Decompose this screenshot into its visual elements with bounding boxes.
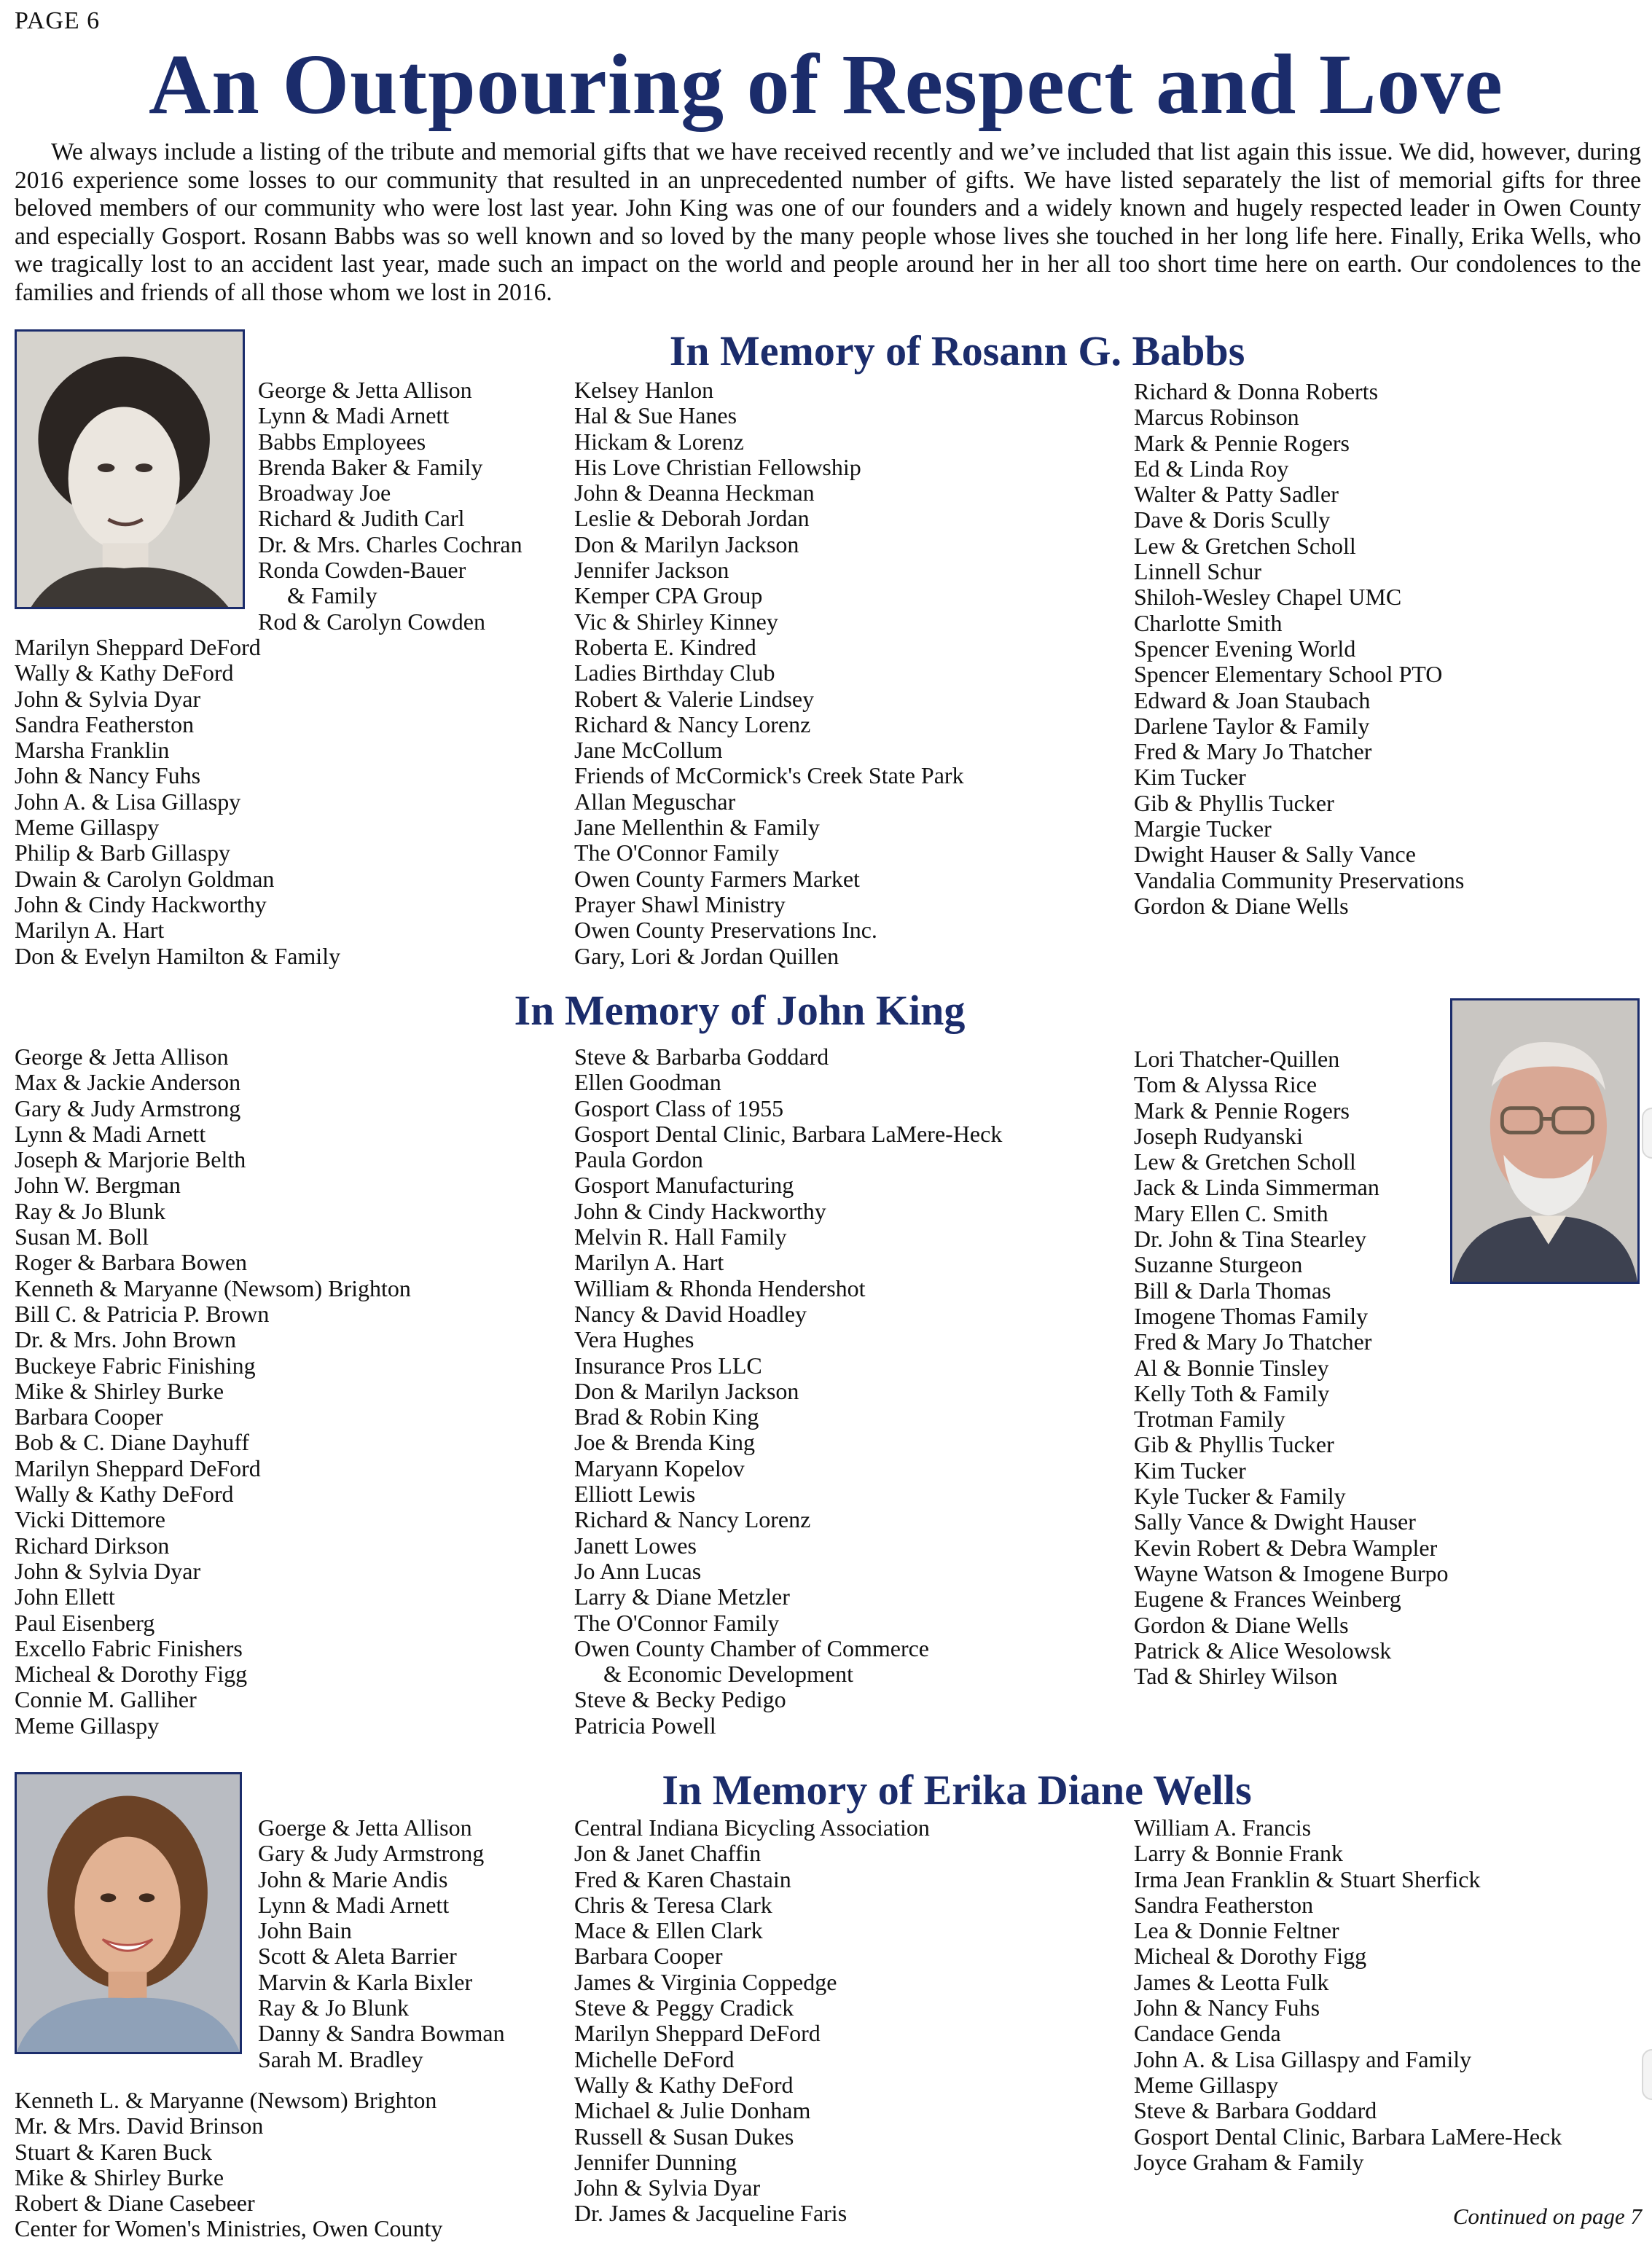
donor-name: Jane Mellenthin & Family (574, 814, 820, 841)
donor-name: Wally & Kathy DeFord (574, 2071, 794, 2098)
donor-name: Gary & Judy Armstrong (258, 1840, 485, 1867)
donor-name: Richard & Judith Carl (258, 505, 465, 532)
donor-name: John & Deanna Heckman (574, 479, 815, 506)
donor-name: Imogene Thomas Family (1134, 1302, 1369, 1329)
donor-name: Larry & Bonnie Frank (1134, 1840, 1344, 1867)
donor-name: Gosport Dental Clinic, Barbara LaMere-Heck (574, 1120, 1003, 1147)
donor-name: Hickam & Lorenz (574, 428, 744, 455)
donor-name: George & Jetta Allison (258, 377, 472, 403)
donor-name: Joe & Brenda King (574, 1429, 755, 1456)
donor-name: Connie M. Galliher (15, 1686, 197, 1713)
donor-name: Walter & Patty Sadler (1134, 481, 1339, 508)
donor-name: Danny & Sandra Bowman (258, 2020, 505, 2047)
donor-name: Kim Tucker (1134, 764, 1246, 791)
donor-name: Ed & Linda Roy (1134, 455, 1289, 482)
donor-name: Edward & Joan Staubach (1134, 686, 1371, 713)
donor-name: Broadway Joe (258, 479, 391, 506)
donor-name: Ladies Birthday Club (574, 659, 775, 686)
donor-name: Brad & Robin King (574, 1403, 759, 1430)
donor-name: Lea & Donnie Feltner (1134, 1917, 1339, 1944)
donor-name: Sally Vance & Dwight Hauser (1134, 1508, 1416, 1535)
donor-name: Spencer Elementary School PTO (1134, 661, 1443, 688)
page-number: PAGE 6 (15, 7, 101, 34)
donor-name: George & Jetta Allison (15, 1043, 229, 1070)
donor-name: Goerge & Jetta Allison (258, 1814, 472, 1841)
donor-name: The O'Connor Family (574, 839, 780, 866)
donor-name: Rod & Carolyn Cowden (258, 608, 485, 635)
donor-name: Darlene Taylor & Family (1134, 712, 1370, 739)
donor-name: Marilyn Sheppard DeFord (574, 2020, 821, 2047)
donor-name: Mr. & Mrs. David Brinson (15, 2112, 264, 2139)
donor-name: Michelle DeFord (574, 2045, 735, 2072)
donor-name: John & Sylvia Dyar (574, 2174, 761, 2201)
donor-name: Don & Evelyn Hamilton & Family (15, 942, 341, 969)
donor-name: Shiloh-Wesley Chapel UMC (1134, 584, 1402, 611)
donor-name: Paul Eisenberg (15, 1609, 155, 1636)
donor-name: Fred & Karen Chastain (574, 1865, 791, 1892)
donor-name: Leslie & Deborah Jordan (574, 505, 810, 532)
donor-name: Don & Marilyn Jackson (574, 1377, 799, 1404)
donor-name: Melvin R. Hall Family (574, 1223, 787, 1250)
donor-name: Patricia Powell (574, 1712, 716, 1739)
donor-name: Kyle Tucker & Family (1134, 1483, 1346, 1510)
donor-name: John & Cindy Hackworthy (15, 890, 267, 917)
donor-name: Tom & Alyssa Rice (1134, 1071, 1318, 1098)
donor-name: Roger & Barbara Bowen (15, 1249, 248, 1276)
donor-name: Ray & Jo Blunk (15, 1197, 166, 1224)
donor-name: Micheal & Dorothy Figg (1134, 1943, 1367, 1970)
donor-name: Friends of McCormick's Creek State Park (574, 762, 964, 789)
donor-name: Bob & C. Diane Dayhuff (15, 1429, 250, 1456)
donor-name: Insurance Pros LLC (574, 1352, 762, 1379)
donor-name: & Family (287, 582, 377, 609)
donor-name: Bill C. & Patricia P. Brown (15, 1300, 270, 1327)
donor-name: Marilyn A. Hart (15, 917, 165, 944)
donor-name: Steve & Barbarba Goddard (574, 1043, 829, 1070)
donor-name: Kenneth & Maryanne (Newsom) Brighton (15, 1274, 411, 1301)
donor-name: Jo Ann Lucas (574, 1557, 702, 1584)
donor-name: Don & Marilyn Jackson (574, 530, 799, 557)
donor-name: Mary Ellen C. Smith (1134, 1199, 1328, 1226)
donor-name: Dave & Doris Scully (1134, 506, 1331, 533)
donor-name: Allan Meguschar (574, 788, 736, 815)
donor-name: Richard & Nancy Lorenz (574, 1506, 811, 1533)
donor-name: Russell & Susan Dukes (574, 2123, 794, 2150)
donor-name: Gordon & Diane Wells (1134, 1611, 1349, 1638)
babbs-donors-col2 (574, 377, 964, 969)
donor-name: Stuart & Karen Buck (15, 2138, 213, 2165)
donor-name: Kelsey Hanlon (574, 377, 714, 403)
donor-name: Bill & Darla Thomas (1134, 1277, 1331, 1304)
donor-name: Jane McCollum (574, 737, 723, 764)
donor-name: John & Cindy Hackworthy (574, 1197, 826, 1224)
donor-name: Lynn & Madi Arnett (15, 1120, 206, 1147)
donor-name: Patrick & Alice Wesolowsk (1134, 1637, 1392, 1664)
donor-name: Maryann Kopelov (574, 1454, 745, 1481)
donor-name: Owen County Farmers Market (574, 865, 860, 892)
donor-name: Marilyn A. Hart (574, 1249, 724, 1276)
donor-name: William & Rhonda Hendershot (574, 1274, 866, 1301)
wells-donors-col1-bottom (15, 2088, 442, 2242)
donor-name: John A. & Lisa Gillaspy (15, 788, 241, 815)
babbs-donors-col1-top (258, 377, 522, 635)
donor-name: Suzanne Sturgeon (1134, 1251, 1303, 1278)
donor-name: John & Sylvia Dyar (15, 1557, 201, 1584)
donor-name: Joseph Rudyanski (1134, 1122, 1303, 1149)
donor-name: Ellen Goodman (574, 1069, 721, 1096)
page-edge-tab (1642, 1108, 1652, 1159)
donor-name: John & Nancy Fuhs (1134, 1994, 1320, 2021)
donor-name: Michael & Julie Donham (574, 2097, 811, 2124)
donor-name: Dr. & Mrs. Charles Cochran (258, 530, 522, 557)
donor-name: Dr. John & Tina Stearley (1134, 1226, 1367, 1253)
donor-name: Janett Lowes (574, 1532, 697, 1559)
donor-name: Jennifer Dunning (574, 2148, 737, 2175)
donor-name: Dwain & Carolyn Goldman (15, 865, 275, 892)
donor-name: Gib & Phyllis Tucker (1134, 789, 1334, 816)
donor-name: Gosport Manufacturing (574, 1172, 794, 1199)
donor-name: Kim Tucker (1134, 1457, 1246, 1484)
donor-name: Lew & Gretchen Scholl (1134, 532, 1356, 559)
donor-name: Meme Gillaspy (15, 1712, 160, 1739)
donor-name: Margie Tucker (1134, 815, 1272, 842)
donor-name: Excello Fabric Finishers (15, 1634, 243, 1661)
page-edge-tab (1642, 2049, 1652, 2100)
donor-name: Sandra Featherston (1134, 1891, 1314, 1918)
john-king-photo (1450, 998, 1640, 1284)
wells-donors-col2 (574, 1815, 930, 2227)
donor-name: Jon & Janet Chaffin (574, 1840, 762, 1867)
donor-name: Robert & Valerie Lindsey (574, 685, 815, 712)
donor-name: Richard Dirkson (15, 1532, 170, 1559)
donor-name: Chris & Teresa Clark (574, 1891, 772, 1918)
donor-name: Lynn & Madi Arnett (258, 402, 450, 429)
babbs-section-title: In Memory of Rosann G. Babbs (669, 327, 1245, 375)
donor-name: Babbs Employees (258, 428, 426, 455)
donor-name: Kemper CPA Group (574, 582, 763, 609)
donor-name: Jennifer Jackson (574, 557, 729, 584)
donor-name: Linnell Schur (1134, 558, 1262, 585)
donor-name: John A. & Lisa Gillaspy and Family (1134, 2045, 1472, 2072)
donor-name: His Love Christian Fellowship (574, 453, 861, 480)
erika-wells-photo (15, 1772, 242, 2054)
donor-name: Scott & Aleta Barrier (258, 1943, 457, 1970)
donor-name: Meme Gillaspy (15, 814, 160, 841)
donor-name: Richard & Donna Roberts (1134, 378, 1379, 404)
donor-name: Wally & Kathy DeFord (15, 1481, 234, 1508)
continued-note: Continued on page 7 (1452, 2204, 1642, 2229)
king-donors-col1 (15, 1044, 411, 1739)
donor-name: Kelly Toth & Family (1134, 1379, 1330, 1406)
donor-name: The O'Connor Family (574, 1609, 780, 1636)
donor-name: Gib & Phyllis Tucker (1134, 1431, 1334, 1458)
donor-name: Steve & Barbara Goddard (1134, 2097, 1377, 2124)
donor-name: Wally & Kathy DeFord (15, 659, 234, 686)
donor-name: Mark & Pennie Rogers (1134, 1097, 1350, 1124)
donor-name: Owen County Chamber of Commerce (574, 1634, 929, 1661)
donor-name: John Ellett (15, 1583, 115, 1610)
donor-name: John & Nancy Fuhs (15, 762, 201, 789)
donor-name: Gordon & Diane Wells (1134, 892, 1349, 919)
donor-name: Steve & Becky Pedigo (574, 1686, 786, 1713)
donor-name: Lew & Gretchen Scholl (1134, 1148, 1356, 1175)
donor-name: Mark & Pennie Rogers (1134, 429, 1350, 456)
donor-name: John & Marie Andis (258, 1865, 448, 1892)
donor-name: Marsha Franklin (15, 737, 170, 764)
donor-name: William A. Francis (1134, 1814, 1312, 1841)
donor-name: Marcus Robinson (1134, 404, 1299, 431)
donor-name: Prayer Shawl Ministry (574, 890, 786, 917)
donor-name: Richard & Nancy Lorenz (574, 710, 811, 737)
donor-name: Vera Hughes (574, 1326, 694, 1353)
donor-name: Owen County Preservations Inc. (574, 917, 877, 944)
donor-name: Marilyn Sheppard DeFord (15, 1454, 261, 1481)
donor-name: Fred & Mary Jo Thatcher (1134, 1328, 1372, 1355)
donor-name: Meme Gillaspy (1134, 2071, 1279, 2098)
donor-name: Brenda Baker & Family (258, 453, 483, 480)
donor-name: Candace Genda (1134, 2020, 1281, 2047)
donor-name: Central Indiana Bicycling Association (574, 1814, 930, 1841)
donor-name: Tad & Shirley Wilson (1134, 1663, 1338, 1690)
donor-name: Dwight Hauser & Sally Vance (1134, 841, 1416, 868)
donor-name: Sarah M. Bradley (258, 2045, 423, 2072)
donor-name: Steve & Peggy Cradick (574, 1994, 794, 2021)
donor-name: Fred & Mary Jo Thatcher (1134, 738, 1372, 765)
rosann-babbs-photo (15, 329, 245, 609)
donor-name: Center for Women's Ministries, Owen County (15, 2215, 443, 2242)
donor-name: Lynn & Madi Arnett (258, 1891, 450, 1918)
donor-name: Susan M. Boll (15, 1223, 149, 1250)
babbs-donors-col3 (1134, 379, 1464, 919)
donor-name: Ronda Cowden-Bauer (258, 557, 466, 584)
donor-name: Elliott Lewis (574, 1481, 696, 1508)
donor-name: Barbara Cooper (574, 1943, 723, 1970)
donor-name: Marilyn Sheppard DeFord (15, 634, 261, 660)
donor-name: Sandra Featherston (15, 710, 195, 737)
donor-name: Buckeye Fabric Finishing (15, 1352, 256, 1379)
donor-name: Paula Gordon (574, 1146, 703, 1173)
intro-paragraph: We always include a listing of the tribute and memorial gifts that we have received recently and we’ve included that list again this issue. We did, however, during 2016 experience some losses to our community that resulted in an unprecedented number of gifts. We have listed separately the list of memorial gifts for three beloved members of our community who were lost last year. John King was one of our founders and a widely known and hugely respected leader in Owen County and especially Gosport. Rosann Babbs was so well known and so loved by the many people whose lives she touched in her long life here. Finally, Erika Wells, who we tragically lost to an accident last year, made such an impact on the world and people around her in her all too short time here on earth. Our condolences to the families and friends of all those whom we lost in 2016. (15, 138, 1641, 306)
donor-name: Mace & Ellen Clark (574, 1917, 763, 1944)
donor-name: Wayne Watson & Imogene Burpo (1134, 1559, 1449, 1586)
donor-name: Joyce Graham & Family (1134, 2148, 1364, 2175)
donor-name: Jack & Linda Simmerman (1134, 1174, 1379, 1201)
donor-name: Vandalia Community Preservations (1134, 866, 1465, 893)
donor-name: Max & Jackie Anderson (15, 1069, 241, 1096)
donor-name: Spencer Evening World (1134, 635, 1356, 662)
donor-name: Micheal & Dorothy Figg (15, 1661, 248, 1688)
donor-name: Vic & Shirley Kinney (574, 608, 778, 635)
page-title: An Outpouring of Respect and Love (149, 36, 1503, 132)
donor-name: Gosport Dental Clinic, Barbara LaMere-Heck (1134, 2123, 1562, 2150)
donor-name: Nancy & David Hoadley (574, 1300, 807, 1327)
wells-section-title: In Memory of Erika Diane Wells (662, 1766, 1252, 1814)
donor-name: Ray & Jo Blunk (258, 1994, 410, 2021)
babbs-donors-col1-bottom (15, 635, 340, 969)
donor-name: Kenneth L. & Maryanne (Newsom) Brighton (15, 2087, 437, 2113)
donor-name: Joseph & Marjorie Belth (15, 1146, 246, 1173)
donor-name: Trotman Family (1134, 1406, 1285, 1433)
donor-name: Roberta E. Kindred (574, 633, 756, 660)
donor-name: Lori Thatcher-Quillen (1134, 1046, 1340, 1072)
king-section-title: In Memory of John King (514, 987, 966, 1034)
king-donors-col3 (1134, 1046, 1449, 1689)
donor-name: Gary & Judy Armstrong (15, 1094, 241, 1121)
donor-name: Mike & Shirley Burke (15, 1377, 224, 1404)
donor-name: James & Virginia Coppedge (574, 1968, 837, 1995)
king-donors-col2 (574, 1044, 1002, 1739)
donor-name: Kevin Robert & Debra Wampler (1134, 1534, 1438, 1561)
donor-name: Mike & Shirley Burke (15, 2163, 224, 2190)
donor-name: Al & Bonnie Tinsley (1134, 1354, 1329, 1381)
wells-donors-col3 (1134, 1815, 1562, 2175)
donor-name: Dr. James & Jacqueline Faris (574, 2200, 847, 2227)
donor-name: Vicki Dittemore (15, 1506, 165, 1533)
donor-name: John Bain (258, 1917, 352, 1944)
donor-name: Larry & Diane Metzler (574, 1583, 790, 1610)
donor-name: Eugene & Frances Weinberg (1134, 1586, 1401, 1613)
donor-name: & Economic Development (603, 1661, 854, 1688)
donor-name: Philip & Barb Gillaspy (15, 839, 230, 866)
donor-name: Dr. & Mrs. John Brown (15, 1326, 237, 1353)
donor-name: Gosport Class of 1955 (574, 1094, 784, 1121)
donor-name: Gary, Lori & Jordan Quillen (574, 942, 839, 969)
donor-name: John & Sylvia Dyar (15, 685, 201, 712)
donor-name: Hal & Sue Hanes (574, 402, 737, 429)
donor-name: Irma Jean Franklin & Stuart Sherfick (1134, 1865, 1481, 1892)
wells-donors-col1-top (258, 1815, 505, 2072)
donor-name: Charlotte Smith (1134, 609, 1283, 636)
donor-name: Marvin & Karla Bixler (258, 1968, 473, 1995)
donor-name: Robert & Diane Casebeer (15, 2190, 255, 2217)
donor-name: James & Leotta Fulk (1134, 1968, 1329, 1995)
donor-name: John W. Bergman (15, 1172, 181, 1199)
donor-name: Barbara Cooper (15, 1403, 163, 1430)
